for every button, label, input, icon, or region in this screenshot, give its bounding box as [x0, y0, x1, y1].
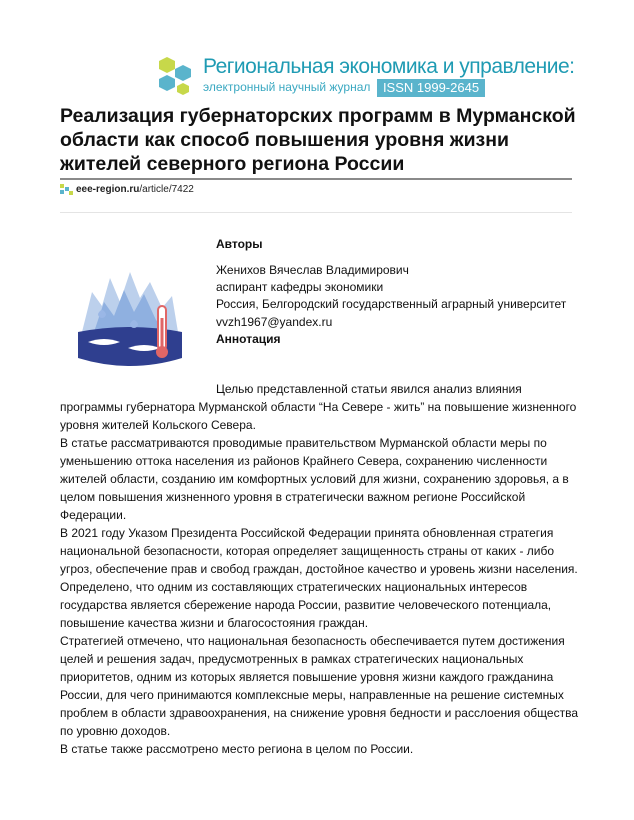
abstract-paragraph: В статье также рассмотрено место региона в целом по России. — [60, 742, 414, 756]
abstract-paragraph: Целью представленной статьи явился анализ влияния программы губернатора Мурманской области “На Севере - жить” на повышение жизненного уровня жителей Кольского Севера. — [60, 382, 577, 432]
journal-header — [155, 55, 575, 97]
abstract-body — [60, 380, 580, 758]
site-domain[interactable]: eee-region.ru — [76, 184, 140, 196]
author-name: Женихов Вячеслав Владимирович — [216, 263, 409, 277]
author-email[interactable]: vvzh1967@yandex.ru — [216, 314, 333, 329]
arctic-illustration — [74, 262, 186, 374]
article-link[interactable] — [60, 184, 194, 195]
article-path[interactable]: /article/7422 — [139, 184, 194, 196]
cube-logo-icon — [155, 55, 195, 95]
author-position: аспирант кафедры экономики — [216, 280, 384, 295]
journal-subtitle: электронный научный журнал — [203, 80, 371, 94]
site-logo-icon — [60, 184, 73, 195]
abstract-paragraph: В 2021 году Указом Президента Российской Федерации принята обновленная стратегия национальной безопасности, которая определяет защищенность страны от каких - либо угроз, обеспечение прав и свобод граждан, достойное качество и уровень жизни населения. — [60, 526, 578, 576]
abstract-paragraph: В статье рассматриваются проводимые правительством Мурманской области меры по уменьшению оттока населения из районов Крайнего Севера, сохранению численности жителей области, созданию им комфортных условий для жизни, сохранению здоровья, а в целом повышения жизненного уровня в стратегически важном регионе Российской Федерации. — [60, 436, 569, 522]
title-divider — [60, 178, 572, 180]
article-title: Реализация губернаторских программ в Мурманской области как способ повышения уровня жизни жителей северного региона России — [60, 105, 576, 175]
abstract-heading: Аннотация — [216, 331, 281, 346]
issn-badge: ISSN 1999-2645 — [377, 79, 485, 97]
author-affiliation: Россия, Белгородский государственный аграрный университет — [216, 297, 567, 312]
abstract-paragraph: Стратегией отмечено, что национальная безопасность обеспечивается путем достижения целей и решения задач, предусмотренных в рамках стратегических национальных приоритетов, одним из которых является повышение уровня жизни каждого гражданина России, для чего принимаются комплексные меры, направленные на решение системных проблем в области здравоохранения, на снижение уровня бедности и расслоения общества по уровню доходов. — [60, 634, 578, 738]
authors-heading: Авторы — [216, 237, 263, 251]
section-divider — [60, 212, 572, 213]
journal-name: Региональная экономика и управление: — [203, 55, 575, 78]
abstract-paragraph: Определено, что одним из составляющих стратегических национальных интересов государства является сбережение народа России, развитие человеческого потенциала, повышение качества жизни и благосостояния граждан. — [60, 580, 552, 630]
author-info — [216, 262, 576, 348]
